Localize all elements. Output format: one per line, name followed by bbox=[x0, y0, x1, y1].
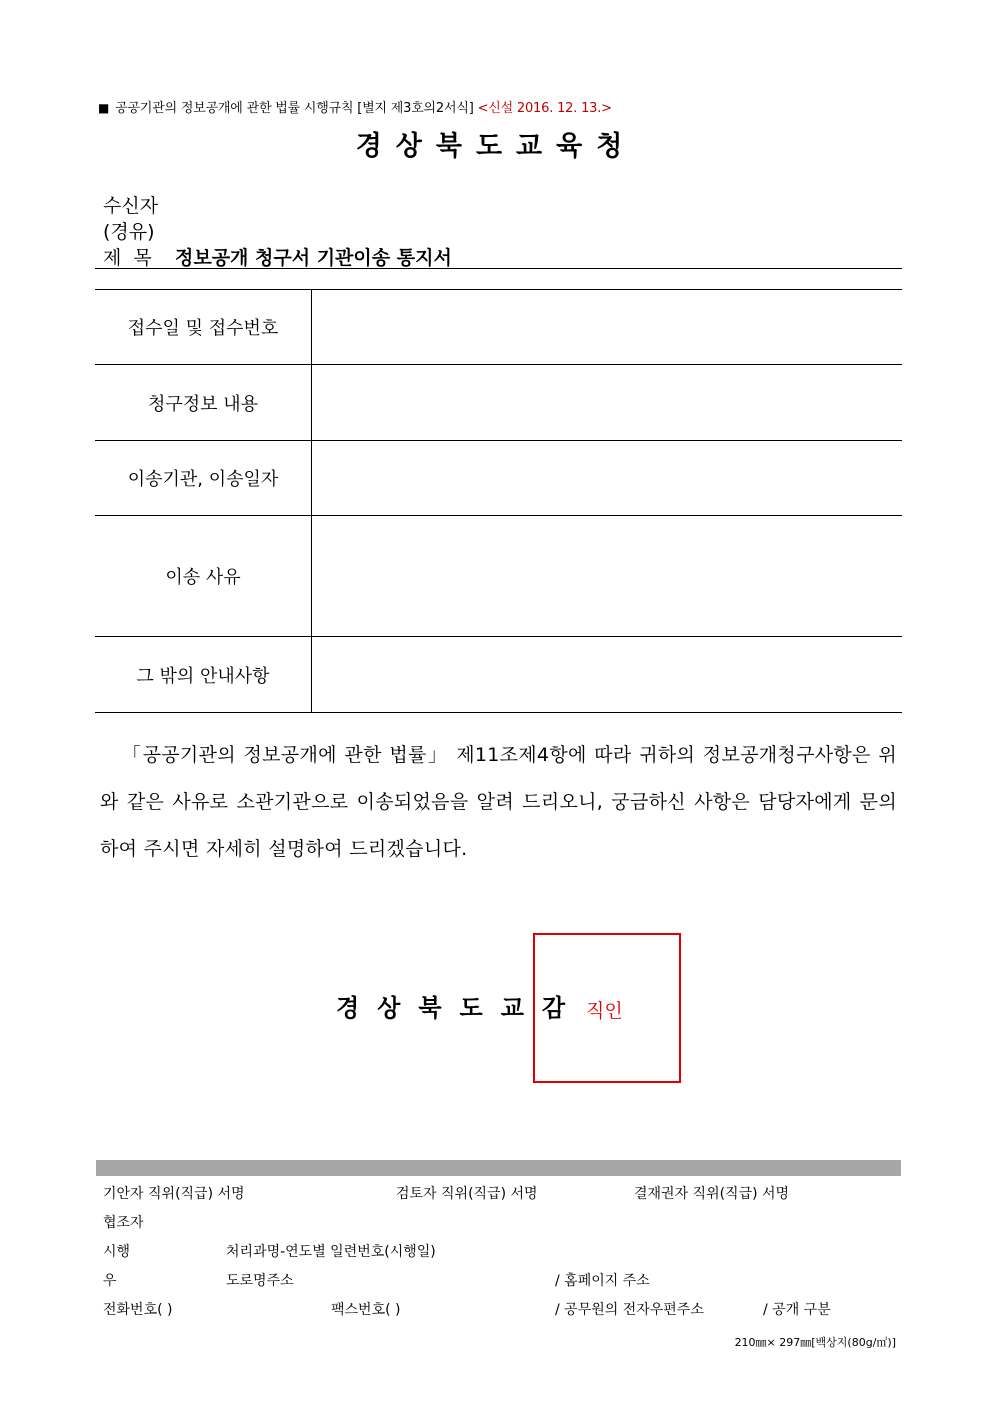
row-value[interactable] bbox=[312, 365, 903, 441]
recipient-label: 수신자 bbox=[103, 195, 159, 217]
info-table bbox=[95, 289, 902, 713]
reviewer-field: 검토자 직위(직급) 서명 bbox=[396, 1186, 538, 1202]
road-address: 도로명주소 bbox=[226, 1273, 294, 1289]
subject-row bbox=[103, 243, 452, 270]
enforcement-label: 시행 bbox=[103, 1244, 131, 1260]
subject-divider bbox=[95, 268, 902, 269]
table-row bbox=[95, 516, 902, 637]
row-value[interactable] bbox=[312, 290, 903, 365]
form-reference: 공공기관의 정보공개에 관한 법률 시행규칙 [별지 제3호의2서식] bbox=[115, 101, 474, 116]
row-label: 그 밖의 안내사항 bbox=[95, 637, 312, 713]
square-bullet-icon: ■ bbox=[98, 101, 110, 115]
org-title: 경상북도교육청 bbox=[355, 131, 637, 162]
drafter-field: 기안자 직위(직급) 서명 bbox=[103, 1186, 245, 1202]
row-label: 청구정보 내용 bbox=[95, 365, 312, 441]
email-field: / 공무원의 전자우편주소 bbox=[555, 1302, 704, 1318]
table-row bbox=[95, 365, 902, 441]
row-label: 접수일 및 접수번호 bbox=[95, 290, 312, 365]
enforcement-value: 처리과명-연도별 일련번호(시행일) bbox=[226, 1244, 436, 1260]
subject-value: 정보공개 청구서 기관이송 통지서 bbox=[175, 247, 452, 269]
signature-name: 경상북도교감 bbox=[336, 994, 584, 1022]
row-label: 이송기관, 이송일자 bbox=[95, 441, 312, 516]
footer-bar bbox=[96, 1160, 901, 1176]
row-value[interactable] bbox=[312, 637, 903, 713]
via-label: (경유) bbox=[103, 221, 155, 243]
approver-field: 결재권자 직위(직급) 서명 bbox=[634, 1186, 790, 1202]
table-row bbox=[95, 441, 902, 516]
table-row bbox=[95, 637, 902, 713]
row-value[interactable] bbox=[312, 516, 903, 637]
homepage-field: / 홈페이지 주소 bbox=[555, 1273, 650, 1289]
paper-spec: 210㎜× 297㎜[백상지(80g/㎡)] bbox=[734, 1336, 896, 1349]
postal-label: 우 bbox=[103, 1273, 117, 1289]
new-note: <신설 2016. 12. 13.> bbox=[477, 101, 612, 116]
phone-field: 전화번호( ) bbox=[103, 1302, 173, 1318]
subject-label: 제목 bbox=[103, 247, 164, 269]
disclosure-field: / 공개 구분 bbox=[763, 1302, 831, 1318]
cooperator-field: 협조자 bbox=[103, 1215, 144, 1231]
row-value[interactable] bbox=[312, 441, 903, 516]
fax-field: 팩스번호( ) bbox=[331, 1302, 401, 1318]
table-row bbox=[95, 290, 902, 365]
row-label: 이송 사유 bbox=[95, 516, 312, 637]
seal-text: 직인 bbox=[586, 1000, 623, 1022]
notice-paragraph: 「공공기관의 정보공개에 관한 법률」 제11조제4항에 따라 귀하의 정보공개청구사항은 위와 같은 사유로 소관기관으로 이송되었음을 알려 드리오니, 궁금하신 사항은 담당자에게 문의하여 주시면 자세히 설명하여 드리겠습니다. bbox=[100, 744, 897, 860]
form-reference-line bbox=[98, 97, 612, 116]
